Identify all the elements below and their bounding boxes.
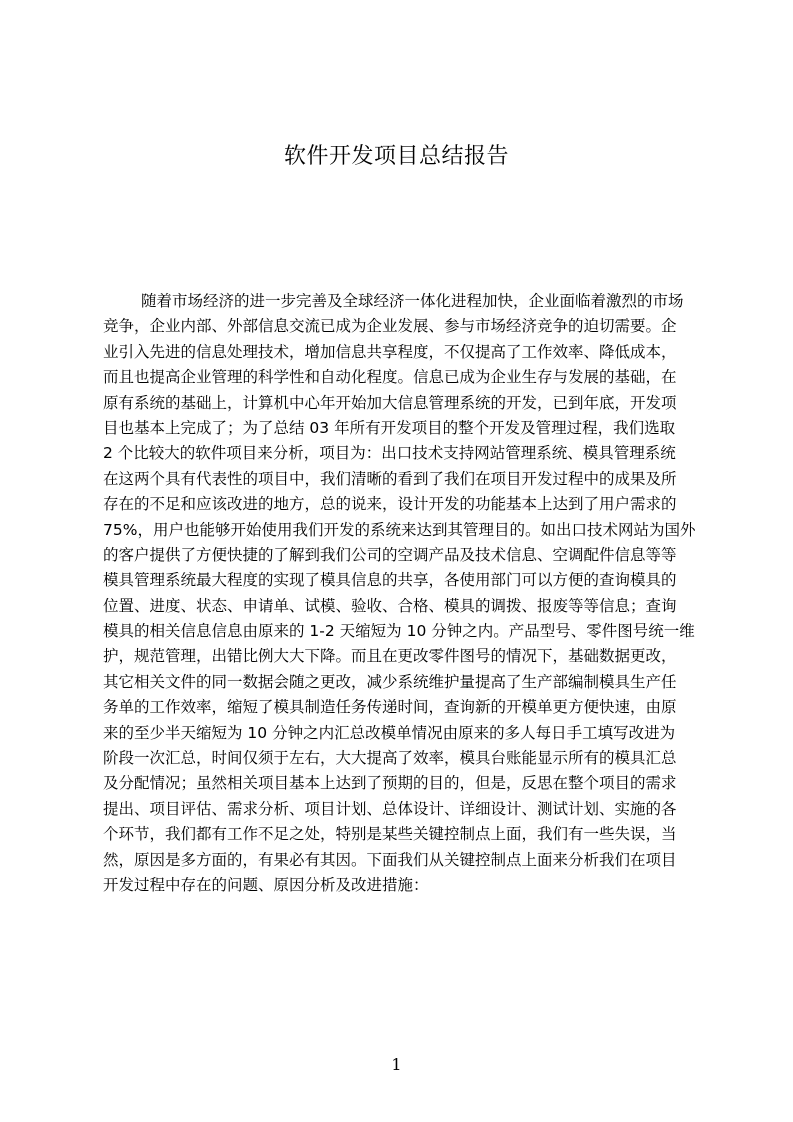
paragraph-line: 在这两个具有代表性的项目中，我们清晰的看到了我们在项目开发过程中的成果及所 xyxy=(103,469,677,488)
paragraph-line: 来的至少半天缩短为 10 分钟之内汇总改模单情况由原来的多人每日手工填写改进为 xyxy=(103,723,676,742)
paragraph-line: 提出、项目评估、需求分析、项目计划、总体设计、详细设计、测试计划、实施的各 xyxy=(103,799,677,818)
paragraph-line: 然，原因是多方面的，有果必有其因。下面我们从关键控制点上面来分析我们在项目 xyxy=(103,850,677,869)
paragraph-line: 个环节，我们都有工作不足之处，特别是某些关键控制点上面，我们有一些失误，当 xyxy=(103,825,677,844)
paragraph-line: 75%，用户也能够开始使用我们开发的系统来达到其管理目的。如出口技术网站为国外 xyxy=(103,520,696,539)
paragraph-line: 护，规范管理，出错比例大大下降。而且在更改零件图号的情况下，基础数据更改， xyxy=(103,647,677,666)
paragraph-line: 模具的相关信息信息由原来的 1-2 天缩短为 10 分钟之内。产品型号、零件图号统一维 xyxy=(103,622,695,641)
paragraph-line: 的客户提供了方便快捷的了解到我们公司的空调产品及技术信息、空调配件信息等等 xyxy=(103,545,677,564)
document-title: 软件开发项目总结报告 xyxy=(283,144,509,169)
paragraph-line: 阶段一次汇总，时间仅须于左右，大大提高了效率，模具台账能显示所有的模具汇总 xyxy=(103,749,677,768)
paragraph-line: 2 个比较大的软件项目来分析，项目为：出口技术支持网站管理系统、模具管理系统 xyxy=(103,444,676,463)
paragraph-line: 随着市场经济的进一步完善及全球经济一体化进程加快，企业面临着激烈的市场 xyxy=(141,292,684,310)
paragraph-line: 原有系统的基础上，计算机中心年开始加大信息管理系统的开发，已到年底，开发项 xyxy=(103,393,677,412)
paragraph-line: 竞争，企业内部、外部信息交流已成为企业发展、参与市场经济竞争的迫切需要。企 xyxy=(103,317,677,336)
page-number: 1 xyxy=(391,1055,402,1074)
paragraph-line: 存在的不足和应该改进的地方，总的说来，设计开发的功能基本上达到了用户需求的 xyxy=(103,495,677,514)
paragraph-line: 开发过程中存在的问题、原因分析及改进措施： xyxy=(103,875,429,894)
paragraph-line: 业引入先进的信息处理技术，增加信息共享程度，不仅提高了工作效率、降低成本， xyxy=(103,342,677,361)
paragraph-line: 及分配情况；虽然相关项目基本上达到了预期的目的，但是，反思在整个项目的需求 xyxy=(103,774,677,793)
paragraph-line: 目也基本上完成了；为了总结 03 年所有开发项目的整个开发及管理过程，我们选取 xyxy=(103,418,676,437)
paragraph-line: 位置、进度、状态、申请单、试模、验收、合格、模具的调拨、报废等等信息；查询 xyxy=(103,596,677,615)
paragraph-line: 其它相关文件的同一数据会随之更改，减少系统维护量提高了生产部编制模具生产任 xyxy=(103,672,677,691)
paragraph-line: 务单的工作效率，缩短了模具制造任务传递时间，查询新的开模单更方便快速，由原 xyxy=(103,698,677,717)
paragraph-line: 而且也提高企业管理的科学性和自动化程度。信息已成为企业生存与发展的基础，在 xyxy=(103,368,677,387)
paragraph-line: 模具管理系统最大程度的实现了模具信息的共享，各使用部门可以方便的查询模具的 xyxy=(103,571,677,590)
body-paragraph xyxy=(103,289,700,898)
